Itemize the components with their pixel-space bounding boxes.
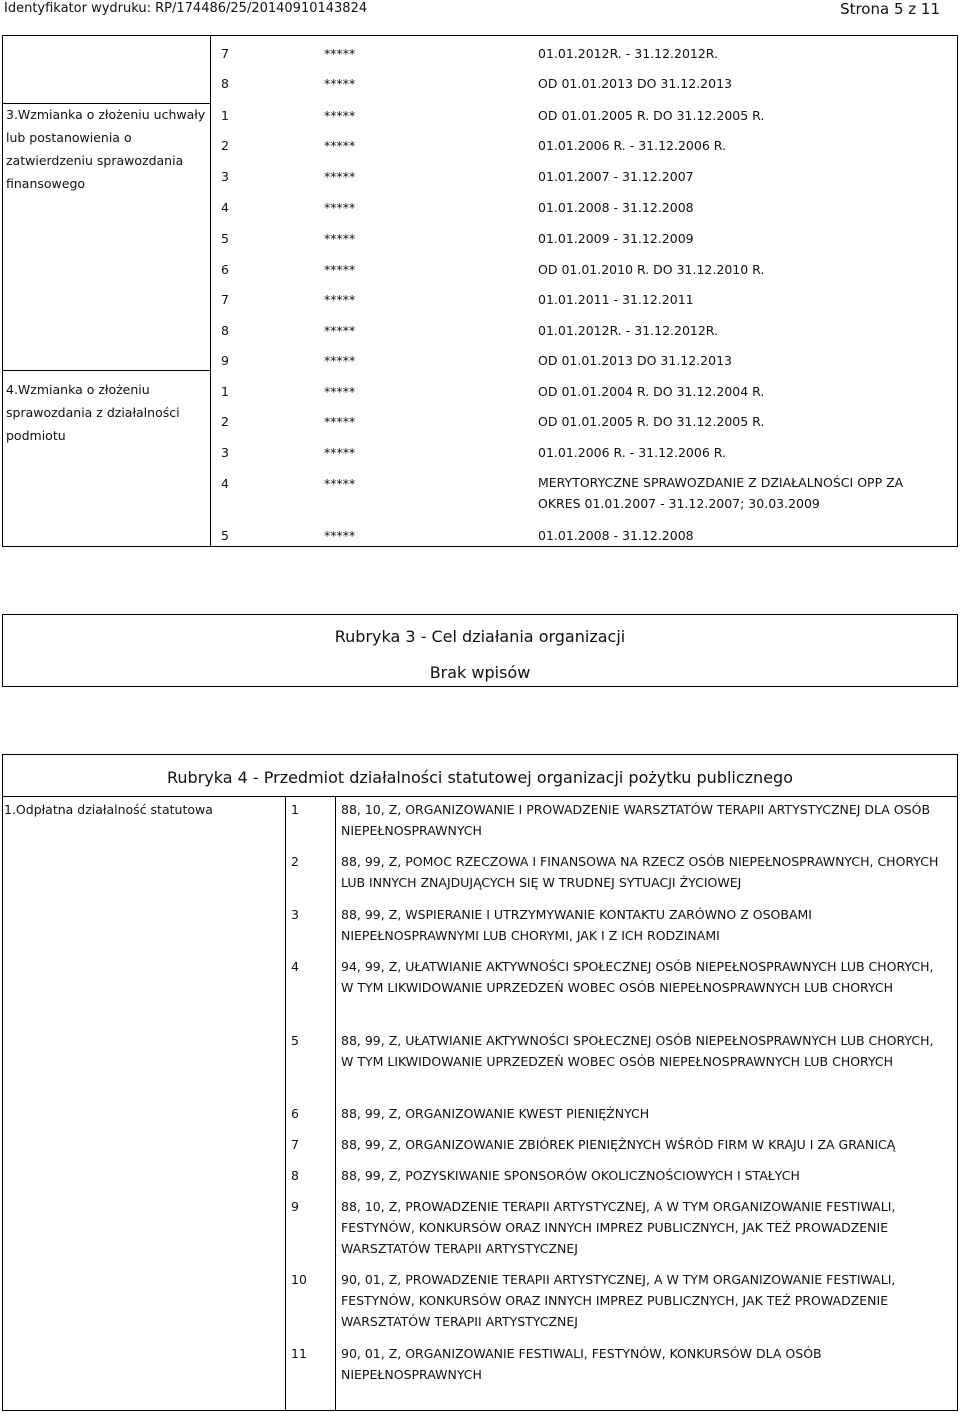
s3-row-mask: *****	[324, 138, 356, 153]
s3-row-mask: *****	[324, 108, 356, 123]
s4-row-mask: *****	[324, 476, 356, 491]
s4-row-period: OD 01.01.2004 R. DO 31.12.2004 R.	[538, 384, 765, 399]
top-row-period: OD 01.01.2013 DO 31.12.2013	[538, 76, 732, 91]
s3-row-period: OD 01.01.2010 R. DO 31.12.2010 R.	[538, 262, 765, 277]
rubryka3-empty: Brak wpisów	[429, 663, 531, 682]
item-text: 88, 10, Z, ORGANIZOWANIE I PROWADZENIE WARSZTATÓW TERAPII ARTYSTYCZNEJ DLA OSÓB NIEPEŁNOSPRAWNYCH	[341, 802, 931, 838]
s3-row-period: 01.01.2009 - 31.12.2009	[538, 231, 694, 246]
section3-label: 3.Wzmianka o złożeniu uchwały lub postanowienia o zatwierdzeniu sprawozdania finansowego	[6, 107, 206, 191]
item-num: 6	[291, 1106, 299, 1121]
item-text: 88, 99, Z, ORGANIZOWANIE KWEST PIENIĘŻNYCH	[341, 1106, 650, 1121]
item-num: 9	[291, 1199, 299, 1214]
s3-row-num: 1	[221, 108, 229, 123]
rubryka3-title: Rubryka 3 - Cel działania organizacji	[334, 627, 626, 646]
s3-row-num: 4	[221, 200, 229, 215]
reports-table	[2, 35, 958, 547]
s3-row-period: OD 01.01.2013 DO 31.12.2013	[538, 353, 732, 368]
s4-row-period: OD 01.01.2005 R. DO 31.12.2005 R.	[538, 414, 765, 429]
section4-label: 4.Wzmianka o złożeniu sprawozdania z działalności podmiotu	[6, 382, 180, 443]
print-identifier: Identyfikator wydruku: RP/174486/25/20140910143824	[4, 1, 368, 16]
s3-row-period: 01.01.2011 - 31.12.2011	[538, 292, 694, 307]
top-row-mask: *****	[324, 76, 356, 91]
s3-row-mask: *****	[324, 231, 356, 246]
item-num: 5	[291, 1033, 299, 1048]
s3-row-period: 01.01.2006 R. - 31.12.2006 R.	[538, 138, 726, 153]
s3-row-period: OD 01.01.2005 R. DO 31.12.2005 R.	[538, 108, 765, 123]
item-text: 88, 10, Z, PROWADZENIE TERAPII ARTYSTYCZNEJ, A W TYM ORGANIZOWANIE FESTIWALI, FESTYNÓW, KONKURSÓW ORAZ INNYCH IMPREZ PUBLICZNYCH, JAK TEŻ PROWADZENIE WARSZTATÓW TERAPII ARTYSTYCZNEJ	[341, 1199, 896, 1256]
s3-row-mask: *****	[324, 292, 356, 307]
item-num: 2	[291, 854, 299, 869]
s4-row-period: 01.01.2008 - 31.12.2008	[538, 528, 694, 543]
s3-row-mask: *****	[324, 353, 356, 368]
top-row-mask: *****	[324, 46, 356, 61]
s4-row-mask: *****	[324, 414, 356, 429]
rubryka4-table	[2, 754, 958, 1411]
item-num: 1	[291, 802, 299, 817]
s3-row-num: 5	[221, 231, 229, 246]
top-row-num: 8	[221, 76, 229, 91]
s3-row-period: 01.01.2007 - 31.12.2007	[538, 169, 694, 184]
top-row-num: 7	[221, 46, 229, 61]
item-num: 10	[291, 1272, 307, 1287]
s3-row-num: 8	[221, 323, 229, 338]
s3-row-num: 3	[221, 169, 229, 184]
rubryka4-title: Rubryka 4 - Przedmiot działalności statutowej organizacji pożytku publicznego	[167, 768, 793, 787]
s3-row-num: 6	[221, 262, 229, 277]
page-number: Strona 5 z 11	[840, 0, 940, 18]
s4-row-num: 1	[221, 384, 229, 399]
item-text: 90, 01, Z, PROWADZENIE TERAPII ARTYSTYCZNEJ, A W TYM ORGANIZOWANIE FESTIWALI, FESTYNÓW, KONKURSÓW ORAZ INNYCH IMPREZ PUBLICZNYCH, JAK TEŻ PROWADZENIE WARSZTATÓW TERAPII ARTYSTYCZNEJ	[341, 1272, 896, 1329]
rubryka3-box	[2, 614, 958, 687]
item-text: 90, 01, Z, ORGANIZOWANIE FESTIWALI, FESTYNÓW, KONKURSÓW DLA OSÓB NIEPEŁNOSPRAWNYCH	[341, 1346, 822, 1382]
s4-row-mask: *****	[324, 384, 356, 399]
s4-row-num: 2	[221, 414, 229, 429]
item-num: 11	[291, 1346, 307, 1361]
s3-row-period: 01.01.2008 - 31.12.2008	[538, 200, 694, 215]
s3-row-mask: *****	[324, 200, 356, 215]
s4-row-mask: *****	[324, 528, 356, 543]
s3-row-mask: *****	[324, 323, 356, 338]
item-text: 88, 99, Z, UŁATWIANIE AKTYWNOŚCI SPOŁECZNEJ OSÓB NIEPEŁNOSPRAWNYCH LUB CHORYCH, W TYM LIKWIDOWANIE UPRZEDZEŃ WOBEC OSÓB NIEPEŁNOSPRAWNYCH LUB CHORYCH	[341, 1033, 934, 1069]
s4-row-mask: *****	[324, 445, 356, 460]
s3-row-mask: *****	[324, 262, 356, 277]
s3-row-period: 01.01.2012R. - 31.12.2012R.	[538, 323, 719, 338]
s4-row-num: 4	[221, 476, 229, 491]
item-text: 88, 99, Z, POMOC RZECZOWA I FINANSOWA NA RZECZ OSÓB NIEPEŁNOSPRAWNYCH, CHORYCH LUB INNYCH ZNAJDUJĄCYCH SIĘ W TRUDNEJ SYTUACJI ŻYCIOWEJ	[341, 854, 939, 890]
item-text: 94, 99, Z, UŁATWIANIE AKTYWNOŚCI SPOŁECZNEJ OSÓB NIEPEŁNOSPRAWNYCH LUB CHORYCH, W TYM LIKWIDOWANIE UPRZEDZEŃ WOBEC OSÓB NIEPEŁNOSPRAWNYCH LUB CHORYCH	[341, 959, 934, 995]
s4-row-period: 01.01.2006 R. - 31.12.2006 R.	[538, 445, 726, 460]
item-text: 88, 99, Z, POZYSKIWANIE SPONSORÓW OKOLICZNOŚCIOWYCH I STAŁYCH	[341, 1168, 800, 1183]
item-text: 88, 99, Z, ORGANIZOWANIE ZBIÓREK PIENIĘŻNYCH WŚRÓD FIRM W KRAJU I ZA GRANICĄ	[341, 1137, 896, 1152]
s3-row-num: 9	[221, 353, 229, 368]
item-num: 8	[291, 1168, 299, 1183]
s3-row-num: 2	[221, 138, 229, 153]
s3-row-mask: *****	[324, 169, 356, 184]
item-num: 3	[291, 907, 299, 922]
top-row-period: 01.01.2012R. - 31.12.2012R.	[538, 46, 719, 61]
s4-row-num: 5	[221, 528, 229, 543]
rubryka4-label: 1.Odpłatna działalność statutowa	[4, 802, 213, 817]
item-num: 7	[291, 1137, 299, 1152]
s3-row-num: 7	[221, 292, 229, 307]
item-text: 88, 99, Z, WSPIERANIE I UTRZYMYWANIE KONTAKTU ZARÓWNO Z OSOBAMI NIEPEŁNOSPRAWNYMI LUB CHORYMI, JAK I Z ICH RODZINAMI	[341, 907, 812, 943]
s4-row-num: 3	[221, 445, 229, 460]
item-num: 4	[291, 959, 299, 974]
s4-row-period: MERYTORYCZNE SPRAWOZDANIE Z DZIAŁALNOŚCI OPP ZA OKRES 01.01.2007 - 31.12.2007; 30.03.2009	[538, 475, 904, 511]
